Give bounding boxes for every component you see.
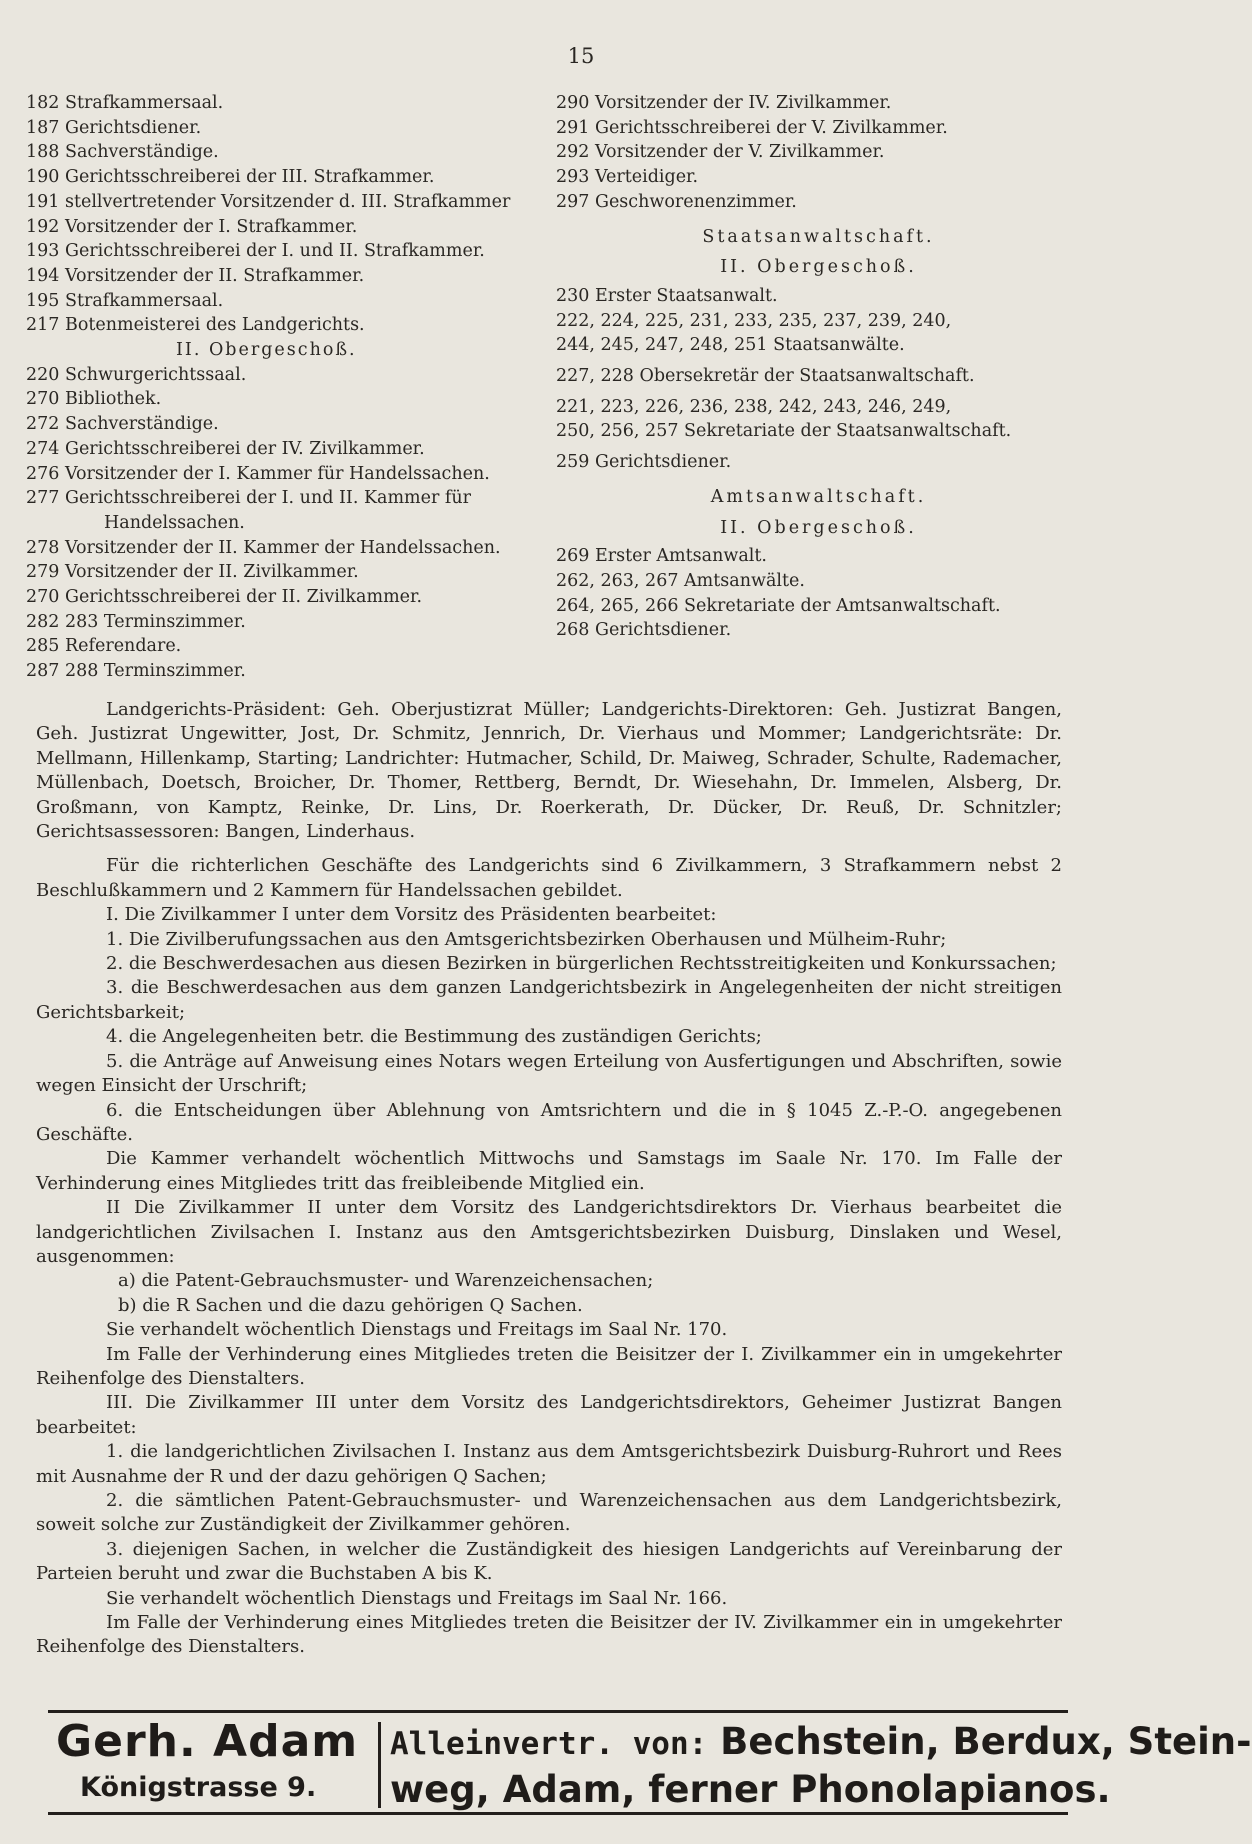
list-item: 264, 265, 266 Sekretariate der Amtsanwaltschaft. [556,595,1001,616]
list-item: 270 Bibliothek. [26,389,162,410]
staff-paragraph: Landgerichts-Präsident: Geh. Oberjustizrat Müller; Landgerichts-Direktoren: Geh. Justizrat Bangen, Geh. Justizrat Ungewitter, Jost, Dr. Schmitz, Jennrich, Dr. Vierhaus und Mommer; Landgerichtsräte: Dr. Mellmann, Hillenkamp, Starting; Landrichter: Hutmacher, Schild, Dr. Maiweg, Schrader, Schulte, Rademacher, Müllenbach, Doetsch, Broicher, Dr. Thomer, Rettberg, Berndt, Dr. Wiesehahn, Dr. Immelen, Alsberg, Dr. Großmann, von Kamptz, Reinke, Dr. Lins, Dr. Roerkerath, Dr. Dücker, Dr. Reuß, Dr. Schnitzler; Gerichtsassessoren: Bangen, Linderhaus. [36,699,1062,843]
list-item: 244, 245, 247, 248, 251 Staatsanwälte. [556,335,905,356]
chamber-1-item: 6. die Entscheidungen über Ablehnung von Amtsrichtern und die in § 1045 Z.-P.-O. angegebenen Geschäfte. [36,1099,1062,1145]
list-item: 221, 223, 226, 236, 238, 242, 243, 246, 249, [556,396,952,417]
list-item: 259 Gerichtsdiener. [556,452,732,473]
list-item: 272 Sachverständige. [26,414,219,435]
chamber-1-item: 5. die Anträge auf Anweisung eines Notars wegen Erteilung von Ausfertigungen und Abschriften, sowie wegen Einsicht der Urschrift; [36,1050,1062,1097]
chamber-3-heading: III. Die Zivilkammer III unter dem Vorsitz des Landgerichtsdirektors, Geheimer Justizrat Bangen bearbeitet: [36,1392,1062,1438]
advertisement-bottom-rule [48,1812,1068,1815]
advertisement-top-rule [48,1710,1068,1713]
list-item-continuation: Handelssachen. [104,512,245,533]
list-item: 230 Erster Staatsanwalt. [556,285,778,306]
chamber-1-heading: I. Die Zivilkammer I unter dem Vorsitz des Präsidenten bearbeitet: [106,904,717,926]
list-item: 227, 228 Obersekretär der Staatsanwaltschaft. [556,366,975,387]
floor-heading: II. Obergeschoß. [720,517,917,538]
list-item: 293 Verteidiger. [556,167,699,188]
page-number: 15 [567,44,595,68]
list-item: 193 Gerichtsschreiberei der I. und II. Strafkammer. [26,241,485,262]
court-organization-text [36,698,1062,1660]
advertiser-name: Gerh. Adam [56,1716,359,1767]
list-item: 269 Erster Amtsanwalt. [556,546,767,567]
chamber-2-heading: II Die Zivilkammer II unter dem Vorsitz des Landgerichtsdirektors Dr. Vierhaus bearbeitet die landgerichtlichen Zivilsachen I. Instanz aus den Amtsgerichtsbezirken Duisburg, Dinslaken und Wesel, ausgenommen: [36,1197,1062,1267]
chamber-3-item: 2. die sämtlichen Patent-Gebrauchsmuster- und Warenzeichensachen aus dem Landgerichtsbezirk, soweit solche zur Zuständigkeit der Zivilkammer gehören. [36,1490,1062,1536]
advertisement-label: Alleinvertr. von: [390,1726,708,1762]
list-item: 287 288 Terminszimmer. [26,661,246,682]
list-item: 222, 224, 225, 231, 233, 235, 237, 239, 240, [556,310,952,331]
chamber-1-item: 2. die Beschwerdesachen aus diesen Bezirken in bürgerlichen Rechtsstreitigkeiten und Konkurssachen; [106,953,1057,975]
list-item: 191 stellvertretender Vorsitzender d. III. Strafkammer [26,191,511,212]
chamber-3-item: 3. diejenigen Sachen, in welcher die Zuständigkeit des hiesigen Landgerichts auf Vereinbarung der Parteien beruht und zwar die Buchstaben A bis K. [36,1538,1062,1585]
list-item: 279 Vorsitzender der II. Zivilkammer. [26,562,359,583]
list-item: 262, 263, 267 Amtsanwälte. [556,570,805,591]
list-item: 220 Schwurgerichtssaal. [26,364,247,385]
floor-heading: II. Obergeschoß. [720,257,917,278]
list-item: 276 Vorsitzender der I. Kammer für Handelssachen. [26,463,490,484]
list-item: 268 Gerichtsdiener. [556,620,732,641]
list-item: 217 Botenmeisterei des Landgerichts. [26,315,365,336]
list-item: 187 Gerichtsdiener. [26,117,202,138]
advertisement-line-2: weg, Adam, ferner Phonolapianos. [390,1768,1111,1811]
chamber-2-item: a) die Patent-Gebrauchsmuster- und Warenzeichensachen; [118,1270,654,1292]
chamber-3-session: Sie verhandelt wöchentlich Dienstags und Freitags im Saal Nr. 166. [106,1587,728,1609]
list-item: 195 Strafkammersaal. [26,290,224,311]
floor-heading: II. Obergeschoß. [176,340,357,361]
advertisement-brands: Bechstein, Berdux, Stein- [720,1720,1252,1763]
list-item: 182 Strafkammersaal. [26,93,224,113]
list-item: 285 Referendare. [26,636,182,657]
right-room-list [556,91,1081,643]
list-item: 292 Vorsitzender der V. Zivilkammer. [556,142,885,163]
list-item: 194 Vorsitzender der II. Strafkammer. [26,265,365,286]
list-item: 250, 256, 257 Sekretariate der Staatsanwaltschaft. [556,421,1012,442]
advertiser-address: Königstrasse 9. [80,1772,317,1803]
chamber-2-replacement: Im Falle der Verhinderung eines Mitgliedes treten die Beisitzer der I. Zivilkammer ein in umgekehrter Reihenfolge des Dienstalters. [36,1343,1062,1389]
list-item: 192 Vorsitzender der I. Strafkammer. [26,216,358,237]
advertisement-line-1 [390,1720,1252,1763]
chamber-1-session: Die Kammer verhandelt wöchentlich Mittwochs und Samstags im Saale Nr. 170. Im Falle der Verhinderung eines Mitgliedes tritt das freibleibende Mitglied ein. [36,1148,1062,1194]
list-item: 188 Sachverständige. [26,142,219,163]
chamber-1-item: 1. Die Zivilberufungssachen aus den Amtsgerichtsbezirken Oberhausen und Mülheim-Ruhr; [106,928,947,950]
chamber-1-item: 3. die Beschwerdesachen aus dem ganzen Landgerichtsbezirk in Angelegenheiten der nicht streitigen Gerichtsbarkeit; [36,977,1062,1023]
list-item: 297 Geschworenenzimmer. [556,191,797,212]
chamber-3-item: 1. die landgerichtlichen Zivilsachen I. Instanz aus dem Amtsgerichtsbezirk Duisburg-Ruhrort und Rees mit Ausnahme der R und der dazu gehörigen Q Sachen; [36,1441,1062,1487]
list-item: 274 Gerichtsschreiberei der IV. Zivilkammer. [26,438,425,459]
section-heading: Amtsanwaltschaft. [710,486,927,507]
intro-paragraph: Für die richterlichen Geschäfte des Landgerichts sind 6 Zivilkammern, 3 Strafkammern nebst 2 Beschlußkammern und 2 Kammern für Handelssachen gebildet. [36,855,1062,901]
list-item: 270 Gerichtsschreiberei der II. Zivilkammer. [26,587,423,608]
list-item: 278 Vorsitzender der II. Kammer der Handelssachen. [26,537,501,558]
chamber-3-replacement: Im Falle der Verhinderung eines Mitgliedes treten die Beisitzer der IV. Zivilkammer ein in umgekehrter Reihenfolge des Dienstalters. [36,1612,1062,1658]
left-room-list [26,91,546,684]
section-heading: Staatsanwaltschaft. [702,226,935,247]
list-item: 277 Gerichtsschreiberei der I. und II. Kammer für [26,488,472,509]
chamber-2-item: b) die R Sachen und die dazu gehörigen Q Sachen. [118,1294,583,1316]
list-item: 190 Gerichtsschreiberei der III. Strafkammer. [26,167,435,188]
chamber-1-item: 4. die Angelegenheiten betr. die Bestimmung des zuständigen Gerichts; [106,1026,762,1048]
list-item: 282 283 Terminszimmer. [26,611,246,632]
list-item: 290 Vorsitzender der IV. Zivilkammer. [556,93,892,113]
chamber-2-session: Sie verhandelt wöchentlich Dienstags und Freitags im Saal Nr. 170. [106,1319,728,1341]
advertisement-divider [378,1722,381,1808]
list-item: 291 Gerichtsschreiberei der V. Zivilkammer. [556,117,948,138]
